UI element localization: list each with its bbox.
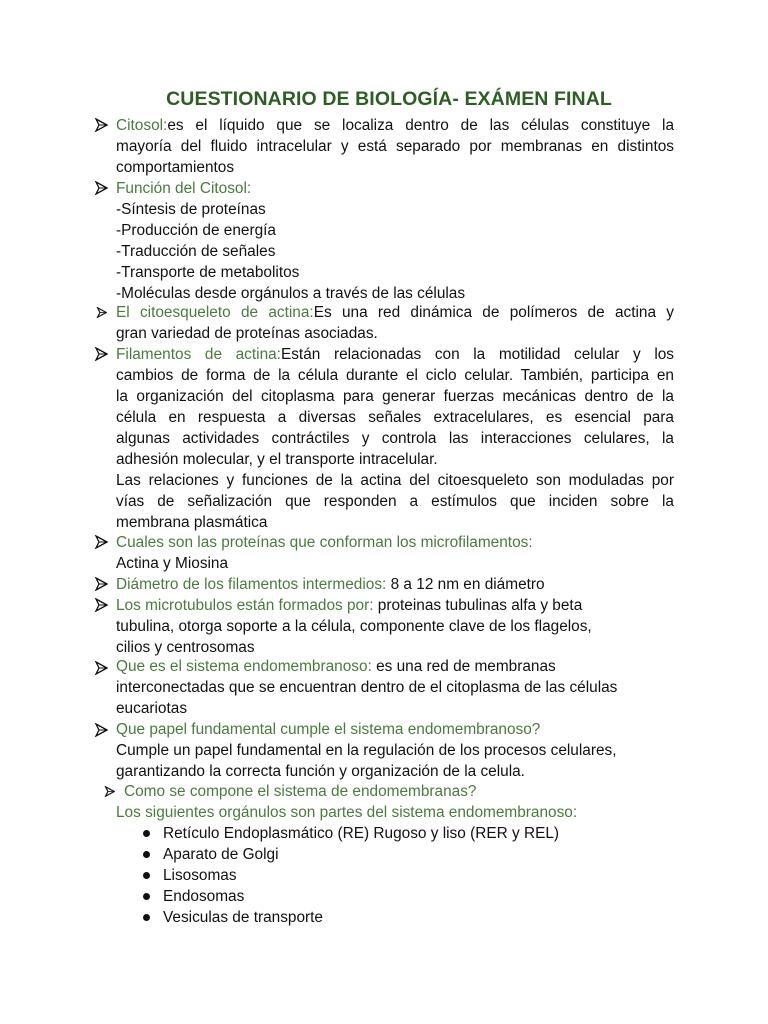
arrow-bullet-icon	[94, 535, 108, 549]
bullet-dot-icon	[143, 872, 150, 879]
arrow-bullet-icon	[96, 307, 107, 318]
arrow-bullet-icon	[94, 577, 108, 591]
arrow-bullet-icon	[94, 181, 108, 195]
item-como-se-compone-intro: Los siguientes orgánulos son partes del sistema endomembranoso:	[116, 804, 578, 821]
arrow-bullet-icon	[94, 347, 108, 361]
arrow-bullet-icon	[94, 661, 108, 675]
item-proteinas-microfilamentos: Cuales son las proteínas que conforman los microfilamentos: Actina y Miosina	[116, 534, 533, 572]
item-diametro: Diámetro de los filamentos intermedios: 8 a 12 nm en diámetro	[116, 576, 545, 593]
item-papel-fundamental: Que papel fundamental cumple el sistema endomembranoso? Cumple un papel fundamental en la regulación de los procesos celulares, garantizando la correcta función y organización de la celula.	[116, 721, 617, 780]
item-label: Citosol:	[116, 117, 168, 134]
list-item: Endosomas	[163, 888, 245, 905]
item-sistema-endomembranoso: Que es el sistema endomembranoso: es una red de membranas interconectadas que se encuentran dentro de el citoplasma de las células eucariotas	[116, 658, 618, 717]
list-item: Lisosomas	[163, 867, 237, 884]
bullet-dot-icon	[143, 830, 150, 837]
arrow-bullet-icon	[104, 786, 115, 797]
item-funcion-citosol: Función del Citosol: -Síntesis de proteínas -Producción de energía -Traducción de señales -Transporte de metabolitos -Moléculas desde orgánulos a través de las células	[116, 180, 466, 302]
item-citoesqueleto: El citoesqueleto de actina:Es una red dinámica de polímeros de actina y gran variedad de proteínas asociadas.	[116, 304, 674, 342]
item-citosol: Citosol:es el líquido que se localiza dentro de las células constituye la mayoría del fluido intracelular y está separado por membranas en distintos comportamientos	[116, 117, 674, 176]
arrow-bullet-icon	[94, 118, 108, 132]
arrow-bullet-icon	[94, 723, 108, 737]
bullet-dot-icon	[143, 914, 150, 921]
item-microtubulos: Los microtubulos están formados por: proteinas tubulinas alfa y beta tubulina, otorga soporte a la célula, componente clave de los flagelos, cilios y centrosomas	[116, 597, 592, 656]
item-filamentos-actina: Filamentos de actina:Están relacionadas con la motilidad celular y los cambios de forma de la célula durante el ciclo celular. También, participa en la organización del citoplasma para generar fuerzas mecánicas dentro de la célula en respuesta a diversas señales extracelulares, es esencial para algunas actividades contráctiles y controla las interacciones celulares, la adhesión molecular, y el transporte intracelular. Las relaciones y funciones de la actina del citoesqueleto son moduladas por vías de señalización que responden a estímulos que inciden sobre la membrana plasmática	[116, 346, 674, 531]
list-item: Aparato de Golgi	[163, 846, 279, 863]
list-item: Retículo Endoplasmático (RE) Rugoso y liso (RER y REL)	[163, 825, 560, 842]
bullet-dot-icon	[143, 893, 150, 900]
list-item: Vesiculas de transporte	[163, 909, 323, 926]
bullet-dot-icon	[143, 851, 150, 858]
page-title: CUESTIONARIO DE BIOLOGÍA- EXÁMEN FINAL	[166, 88, 612, 110]
item-como-se-compone-heading: Como se compone el sistema de endomembranas?	[124, 783, 477, 800]
arrow-bullet-icon	[94, 598, 108, 612]
